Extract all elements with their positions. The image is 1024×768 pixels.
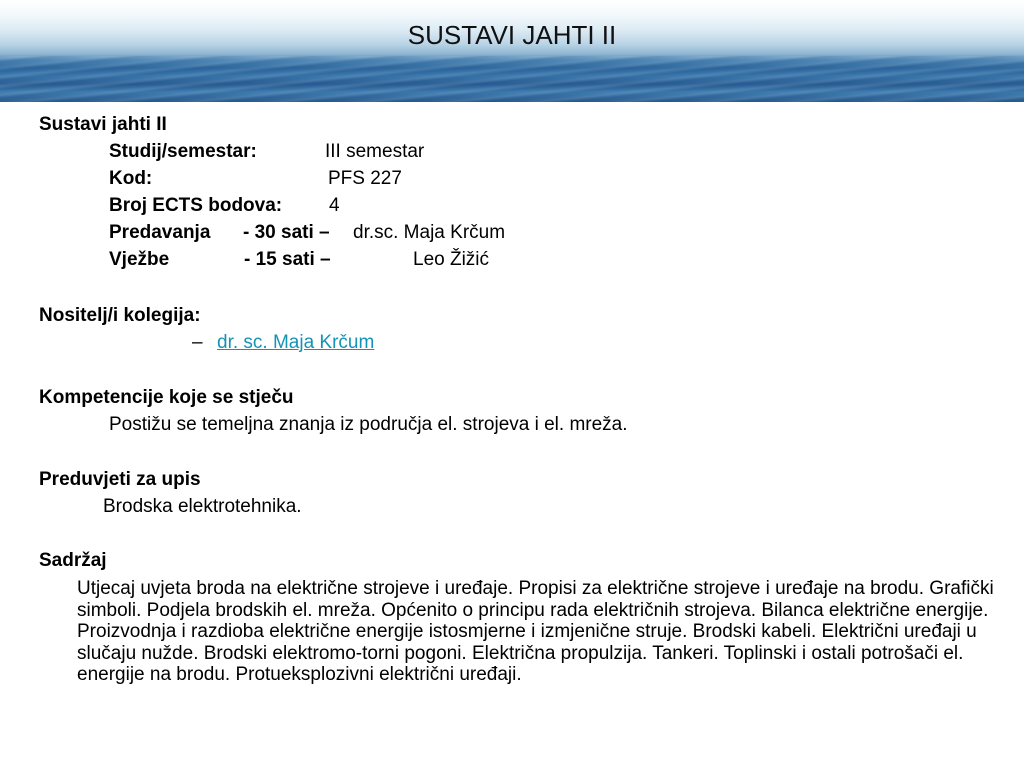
exercises-label: Vježbe <box>109 249 170 270</box>
holder-link[interactable]: dr. sc. Maja Krčum <box>217 332 375 353</box>
study-label: Studij/semestar: <box>109 141 257 162</box>
ects-value: 4 <box>329 195 340 216</box>
code-value: PFS 227 <box>328 168 402 189</box>
prerequisites-heading: Preduvjeti za upis <box>39 469 201 490</box>
contents-heading: Sadržaj <box>39 550 107 571</box>
lectures-label: Predavanja <box>109 222 211 243</box>
competences-heading: Kompetencije koje se stječu <box>39 387 294 408</box>
exercises-hours: - 15 sati – <box>244 249 331 270</box>
lectures-hours: - 30 sati – <box>243 222 330 243</box>
holders-dash: – <box>192 332 203 353</box>
lectures-lecturer: dr.sc. Maja Krčum <box>353 222 506 243</box>
course-heading: Sustavi jahti II <box>39 114 167 135</box>
study-value: III semestar <box>325 141 425 162</box>
prerequisites-text: Brodska elektrotehnika. <box>103 496 302 517</box>
holders-heading: Nositelj/i kolegija: <box>39 305 201 326</box>
contents-text: Utjecaj uvjeta broda na električne strojeve i uređaje. Propisi za električne strojeve i uređaje na brodu. Grafički simboli. Podjela brodskih el. mreža. Općenito o principu rada električnih strojeva. Bilanca električne energije. Proizvodnja i razdioba električne energije istosmjerne i izmjenične struje. Brodski kabeli. Električni uređaji u slučaju nužde. Brodski elektromo-torni pogoni. Električna propulzija. Tankeri. Toplinski i ostali potrošači el. energije na brodu. Protueksplozivni električni uređaji. <box>77 578 994 685</box>
ects-label: Broj ECTS bodova: <box>109 195 283 216</box>
competences-text: Postižu se temeljna znanja iz područja el. strojeva i el. mreža. <box>109 414 628 435</box>
exercises-lecturer: Leo Žižić <box>413 249 490 270</box>
page-title: SUSTAVI JAHTI II <box>407 20 617 50</box>
code-label: Kod: <box>109 168 153 189</box>
